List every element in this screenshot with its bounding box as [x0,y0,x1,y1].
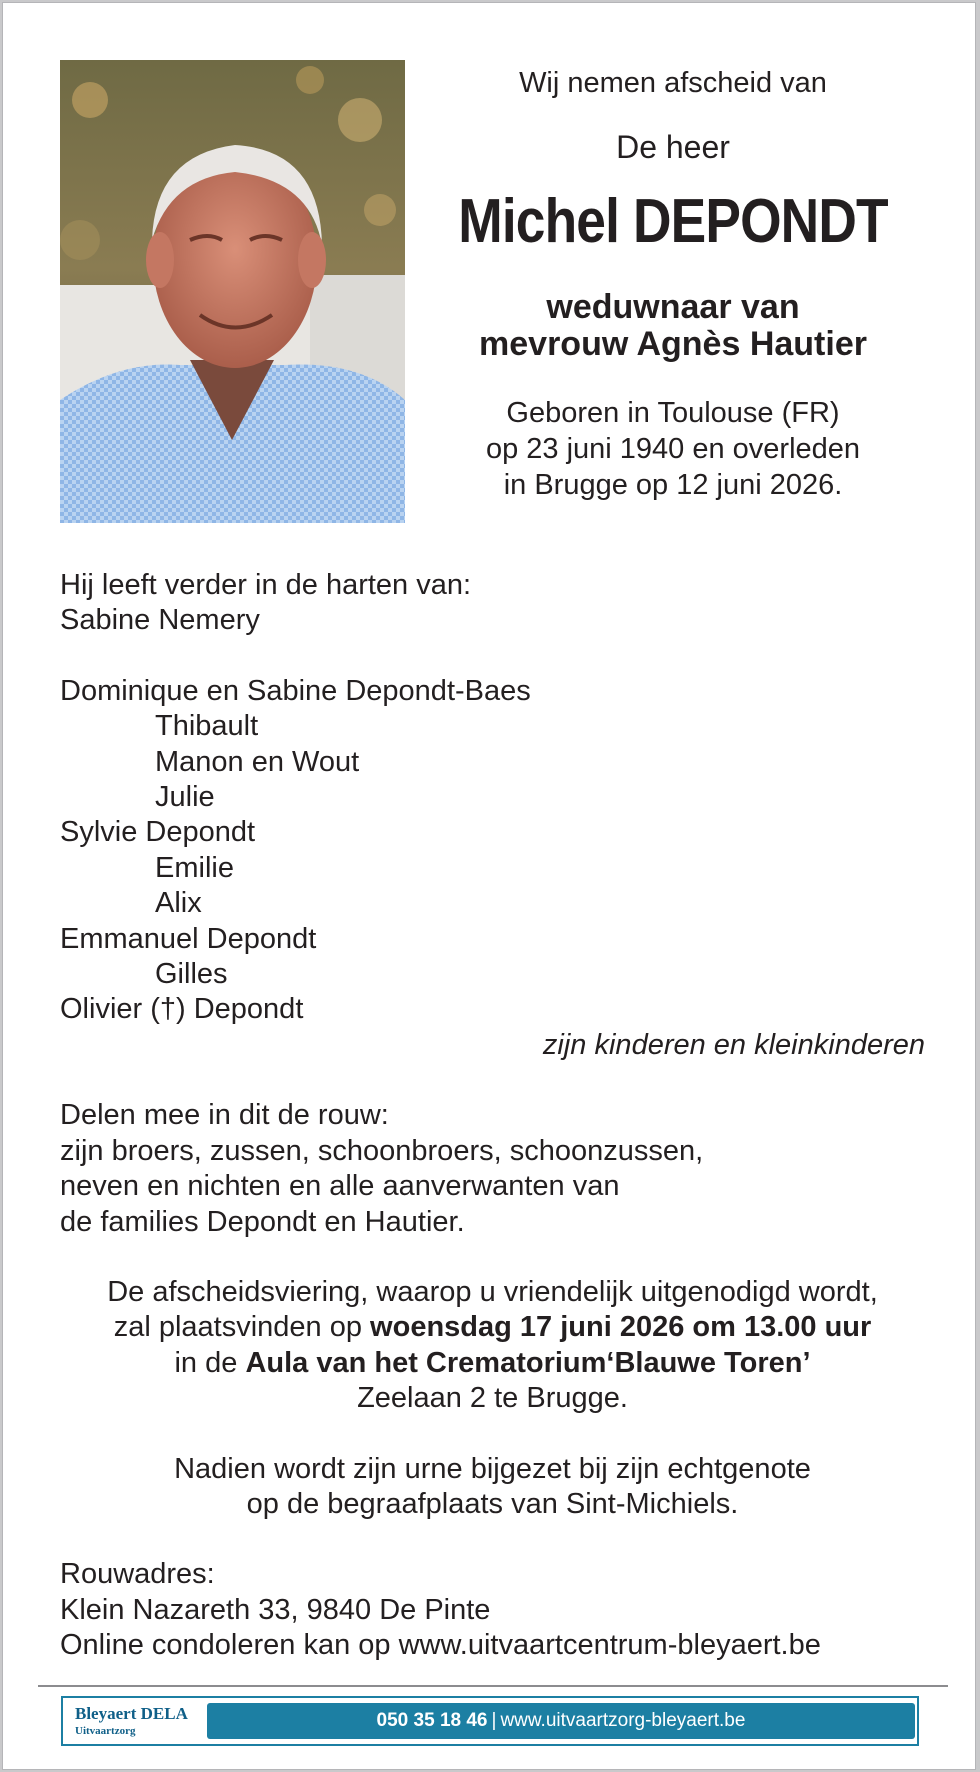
portrait-photo [60,60,405,523]
logo-brand: Bleyaert DELA [75,1704,188,1723]
address-label: Rouwadres: [60,1558,215,1591]
grandchild-name: Manon en Wout [155,745,360,778]
funeral-home-footer [61,1696,919,1746]
child-name: Sylvie Depondt [60,816,256,849]
mourning-relatives: zijn broers, zussen, schoonbroers, schoonzussen, [60,1134,704,1167]
ceremony-venue: Aula van het Crematorium‘Blauwe Toren’ [245,1346,811,1379]
widow-line: weduwnaar van [546,288,800,326]
portrait-photo-image [60,60,405,523]
child-name: Emmanuel Depondt [60,922,317,955]
birth-death-text [418,395,928,503]
grandchild-name: Thibault [155,710,259,743]
logo-subtitle: Uitvaartzorg [75,1725,136,1737]
announcement-header [418,43,928,503]
death-line: in Brugge op 12 juni 2026. [503,469,843,501]
ceremony-intro: De afscheidsviering, waarop u vriendelijk uitgenodigd wordt, [107,1275,878,1308]
contact-separator: | [491,1710,497,1731]
website-link[interactable]: www.uitvaartzorg-bleyaert.be [500,1710,746,1731]
ceremony-date-prefix: zal plaatsvinden op [113,1311,371,1344]
honorific: De heer [616,129,730,165]
family-intro: Hij leeft verder in de harten van: [60,569,472,601]
burial-place: op de begraafplaats van Sint-Michiels. [246,1487,739,1520]
obituary-body [60,568,925,1664]
address-street: Klein Nazareth 33, 9840 De Pinte [60,1593,491,1626]
online-condolence: Online condoleren kan op www.uitvaartcentrum-bleyaert.be [60,1629,821,1662]
mourning-intro: Delen mee in dit de rouw: [60,1099,389,1132]
spouse-name: mevrouw Agnès Hautier [479,325,867,363]
obituary-card [2,2,976,1770]
mourning-families: de families Depondt en Hautier. [60,1205,465,1238]
ceremony-date-line [60,1310,925,1345]
family-caption: zijn kinderen en kleinkinderen [542,1028,925,1061]
grandchild-name: Gilles [155,958,228,991]
deceased-name: Michel DEPONDT [458,187,888,256]
intro-text: Wij nemen afscheid van [519,67,827,99]
divider [38,1685,948,1687]
birth-line: Geboren in Toulouse (FR) [506,397,840,429]
widow-text [418,289,928,363]
ceremony-address: Zeelaan 2 te Brugge. [357,1382,628,1415]
mourning-relatives: neven en nichten en alle aanverwanten van [60,1170,620,1203]
ceremony-date: woensdag 17 juni 2026 om 13.00 uur [370,1311,872,1344]
child-name: Olivier (†) Depondt [60,993,304,1026]
child-name: Dominique en Sabine Depondt-Baes [60,674,531,707]
burial-text: Nadien wordt zijn urne bijgezet bij zijn echtgenote [174,1452,811,1485]
partner-name: Sabine Nemery [60,604,260,637]
grandchild-name: Alix [155,887,202,920]
ceremony-venue-line [60,1346,925,1381]
contact-bar [207,1703,915,1739]
ceremony-venue-prefix: in de [174,1346,246,1379]
dates-line: op 23 juni 1940 en overleden [485,433,861,465]
phone-number[interactable]: 050 35 18 46 [376,1710,488,1731]
grandchild-name: Emilie [155,851,234,884]
grandchild-name: Julie [155,781,215,814]
